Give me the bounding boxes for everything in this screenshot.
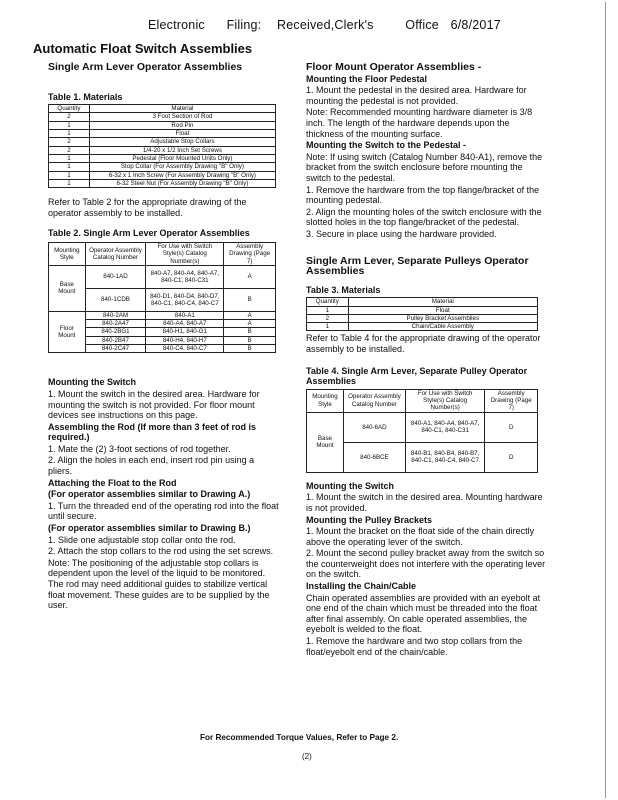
table-cell: 1/4-20 x 1/2 Inch Set Screws [89, 146, 275, 154]
column-header: Assembly Drawing (Page 7) [485, 389, 538, 412]
filing-date: 6/8/2017 [450, 18, 501, 32]
table-cell: 840-D1, 840-D4, 840-D7, 840-C1, 840-C4, 840-C7 [146, 288, 224, 311]
table-cell: 2 [49, 138, 90, 146]
table-cell: 840-1AD [85, 265, 146, 288]
table1 [48, 104, 276, 188]
paragraph: 1. Turn the threaded end of the operating rod into the float until secure. [48, 500, 279, 522]
table-cell: 2 [49, 113, 90, 121]
table4-caption: Table 4. Single Arm Lever, Separate Pulley Operator Assemblies [306, 365, 528, 387]
paragraph: 2. Mount the second pulley bracket away from the switch so the counterweight does not interfere with the operating lever on the switch. [306, 548, 546, 580]
table-row [49, 113, 276, 121]
table-cell: 1 [49, 130, 90, 138]
table-header-row [49, 105, 276, 113]
subheading: Attaching the Float to the Rod [48, 477, 177, 488]
table3-note: Refer to Table 4 for the appropriate drawing of the operator assembly to be installed. [306, 333, 541, 355]
table-cell: 2 [307, 314, 349, 322]
column-header: For Use with Switch Style(s) Catalog Number(s) [146, 242, 224, 265]
table-cell: Float [348, 306, 537, 314]
table-row [49, 265, 276, 288]
filing-word-1: Electronic [148, 18, 205, 32]
table-cell: 840-A4, 840-A7 [146, 320, 224, 328]
column-header: Operator Assembly Catalog Number [85, 242, 146, 265]
table-cell: 2 [49, 146, 90, 154]
table-cell: 1 [49, 163, 90, 171]
table-row [307, 306, 538, 314]
table1-caption: Table 1. Materials [48, 91, 123, 102]
table2 [48, 242, 276, 353]
note-paragraph: Note: If using switch (Catalog Number 840-A1), remove the bracket from the switch enclosure before mounting the switch to the pedestal. [306, 151, 543, 183]
right-column [306, 62, 546, 657]
note-paragraph: Note: The positioning of the adjustable stop collars is dependent upon the level of the liquid to be monitored. The rod may need additional guides to stabilize vertical float movement. These guides are to be supplied by the user. [48, 557, 270, 611]
right-body-text-1 [306, 74, 546, 240]
table-cell: Pulley Bracket Assemblies [348, 314, 537, 322]
section-heading-floor-mount: Floor Mount Operator Assemblies - [306, 61, 482, 73]
paragraph: 1. Mount the bracket on the float side of the chain directly above the operating lever of the switch. [306, 526, 535, 547]
table-cell: 1 [49, 154, 90, 162]
table-row [49, 138, 276, 146]
subheading: Mounting the Floor Pedestal [306, 73, 427, 84]
mounting-style-cell: Base Mount [307, 412, 344, 472]
paragraph: 1. Mate the (2) 3-foot sections of rod together. [48, 443, 231, 454]
subheading: Mounting the Switch [306, 480, 394, 491]
filing-stamp [148, 18, 501, 32]
subheading: Mounting the Switch to the Pedestal - [306, 140, 467, 151]
table-cell: 1 [49, 171, 90, 179]
table-cell: 840-2B47 [85, 336, 146, 344]
table-cell: 840-2AM [85, 311, 146, 319]
table-row [49, 163, 276, 171]
right-body-text-2 [306, 481, 546, 658]
left-body-text [48, 377, 280, 610]
column-header: Mounting Style [49, 242, 86, 265]
subheading: Mounting the Switch [48, 377, 136, 388]
table-cell: 6-32 Steel Nut (For Assembly Drawing "B" Only) [89, 179, 275, 187]
filing-word-2: Filing: [226, 18, 262, 32]
mounting-style-cell: Floor Mount [49, 311, 86, 352]
table-cell: B [224, 328, 276, 336]
table-row [49, 130, 276, 138]
table-cell: 840-B1, 840-B4, 840-B7, 840-C1, 840-C4, 840-C7 [405, 442, 484, 472]
table-header-row [307, 389, 538, 412]
table-row [49, 171, 276, 179]
page-title: Automatic Float Switch Assemblies [33, 41, 253, 56]
column-header: Quantity [49, 105, 90, 113]
footer-note: For Recommended Torque Values, Refer to Page 2. [200, 733, 399, 742]
note-paragraph: Note: Recommended mounting hardware diameter is 3/8 inch. The length of the hardware depends upon the thickness of the mounting surface. [306, 107, 533, 139]
table-cell: Adjustable Stop Collars [89, 138, 275, 146]
table-cell: 840-A7, 840-A4, 840-A7, 840-C1, 840-C31 [146, 265, 224, 288]
table-cell: 840-6BCE [343, 442, 405, 472]
table-header-row [307, 298, 538, 306]
table-cell: Rod Pin [89, 121, 275, 129]
section-heading-separate-pulleys: Single Arm Lever, Separate Pulleys Operator Assemblies [306, 254, 529, 278]
column-header: Assembly Drawing (Page 7) [224, 242, 276, 265]
table-cell: 1 [307, 323, 349, 331]
paragraph: 3. Secure in place using the hardware provided. [306, 228, 497, 239]
table-cell: 840-6AD [343, 412, 405, 442]
table-row [49, 311, 276, 319]
table-cell: Pedestal (Floor Mounted Units Only) [89, 154, 275, 162]
table3-caption: Table 3. Materials [306, 284, 381, 295]
paragraph: 2. Attach the stop collars to the rod using the set screws. [48, 546, 274, 557]
column-header: Material [348, 298, 537, 306]
table-cell: 6-32 x 1 Inch Screw (For Assembly Drawing "B" Only) [89, 171, 275, 179]
table-cell: 840-1CDB [85, 288, 146, 311]
subheading: Mounting the Pulley Brackets [306, 514, 433, 525]
table-cell: D [485, 412, 538, 442]
table-row [49, 121, 276, 129]
table-cell: Stop Collar (For Assembly Drawing "B" Only) [89, 163, 275, 171]
table-cell: A [224, 265, 276, 288]
table-row [307, 323, 538, 331]
table-cell: D [485, 442, 538, 472]
mounting-style-cell: Base Mount [49, 265, 86, 311]
table-cell: 3 Foot Section of Rod [89, 113, 275, 121]
page-number: (2) [302, 752, 312, 761]
table-row [49, 146, 276, 154]
paragraph: 1. Remove the hardware and two stop collars from the float/eyebolt end of the chain/cable. [306, 636, 523, 657]
table2-caption: Table 2. Single Arm Lever Operator Assemblies [48, 228, 250, 239]
table-row [307, 314, 538, 322]
table-row [49, 154, 276, 162]
table-cell: 1 [49, 121, 90, 129]
paragraph: 1. Remove the hardware from the top flange/bracket of the mounting pedestal. [306, 184, 540, 206]
paragraph: 1. Mount the pedestal in the desired area. Hardware for mounting the pedestal is not provided. [306, 85, 527, 106]
table-cell: 840-2C47 [85, 345, 146, 353]
paragraph: 2. Align the holes in each end, insert rod pin using a pliers. [48, 455, 255, 477]
table-cell: 840-2BG1 [85, 328, 146, 336]
table-header-row [49, 242, 276, 265]
subheading: (For operator assemblies similar to Drawing B.) [48, 523, 251, 534]
column-header: Operator Assembly Catalog Number [343, 389, 405, 412]
column-header: Material [89, 105, 275, 113]
table-cell: 840-A1 [146, 311, 224, 319]
table-cell: 840-H4, 840-H7 [146, 336, 224, 344]
table-cell: 840-2A47 [85, 320, 146, 328]
table-cell: A [224, 320, 276, 328]
table-cell: Chain/Cable Assembly [348, 323, 537, 331]
table-cell: 840-C4, 840-C7 [146, 345, 224, 353]
column-header: Mounting Style [307, 389, 344, 412]
paragraph: 1. Slide one adjustable stop collar onto the rod. [48, 534, 236, 545]
table3 [306, 297, 538, 331]
subheading: (For operator assemblies similar to Drawing A.) [48, 489, 251, 500]
table-cell: B [224, 288, 276, 311]
left-column [48, 62, 280, 611]
table1-note: Refer to Table 2 for the appropriate drawing of the operator assembly to be installed. [48, 197, 247, 218]
table-cell: A [224, 311, 276, 319]
subheading: Assembling the Rod (If more than 3 feet of rod is required.) [48, 421, 257, 443]
table-row [307, 412, 538, 442]
paragraph: Chain operated assemblies are provided with an eyebolt at one end of the chain which must be threaded into the float after final assembly. On cable operated assemblies, the eyebolt is welded to the float. [306, 592, 541, 635]
table-cell: 1 [49, 179, 90, 187]
table-cell: B [224, 345, 276, 353]
table-cell: 1 [307, 306, 349, 314]
table4 [306, 389, 538, 473]
subheading: Installing the Chain/Cable [306, 581, 417, 592]
table-cell: Float [89, 130, 275, 138]
table-cell: 840-A1, 840-A4, 840-A7, 840-C1, 840-C31 [405, 412, 484, 442]
filing-word-4: Office [405, 18, 439, 32]
paragraph: 1. Mount the switch in the desired area. Hardware for mounting the switch is not provided. For floor mount devices see instructions on this page. [48, 388, 260, 421]
section-heading: Single Arm Lever Operator Assemblies [48, 61, 243, 73]
table-cell: B [224, 336, 276, 344]
column-header: Quantity [307, 298, 349, 306]
table-row [49, 179, 276, 187]
table-cell: 840-H1, 840-G1 [146, 328, 224, 336]
paragraph: 1. Mount the switch in the desired area. Mounting hardware is not provided. [306, 492, 543, 513]
paragraph: 2. Align the mounting holes of the switch enclosure with the slotted holes in the top flange/bracket of the pedestal. [306, 206, 542, 228]
filing-word-3: Received,Clerk's [277, 18, 374, 32]
column-header: For Use with Switch Style(s) Catalog Number(s) [405, 389, 484, 412]
page-edge-marks [605, 2, 616, 798]
